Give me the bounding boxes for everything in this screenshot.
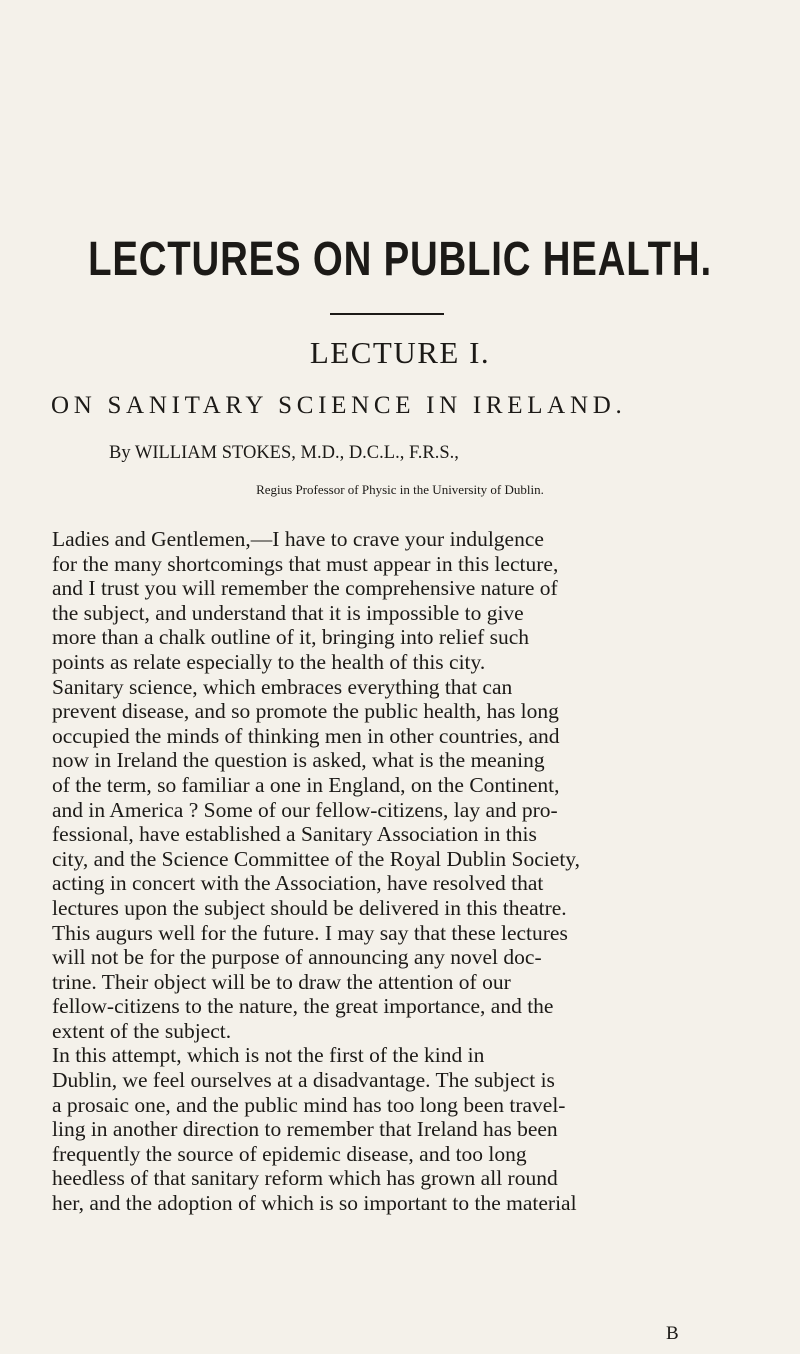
- body-line: her, and the adoption of which is so important to the material: [52, 1191, 577, 1216]
- body-line: for the many shortcomings that must appear in this lecture,: [52, 551, 559, 576]
- body-line: will not be for the purpose of announcing any novel doc-: [52, 945, 542, 970]
- body-line: more than a chalk outline of it, bringing into relief such: [52, 625, 530, 650]
- body-line: ling in another direction to remember that Ireland has been: [52, 1117, 558, 1142]
- body-line: frequently the source of epidemic disease, and too long: [52, 1141, 527, 1166]
- body-line: trine. Their object will be to draw the attention of our: [52, 969, 511, 994]
- body-line: heedless of that sanitary reform which has grown all round: [52, 1166, 558, 1191]
- body-line: This augurs well for the future. I may say that these lectures: [52, 920, 568, 945]
- author-affiliation: Regius Professor of Physic in the University of Dublin.: [256, 482, 544, 497]
- body-line: city, and the Science Committee of the Royal Dublin Society,: [52, 846, 581, 871]
- body-line: In this attempt, which is not the first of the kind in: [52, 1043, 485, 1068]
- body-line: fellow-citizens to the nature, the great importance, and the: [52, 994, 554, 1019]
- body-line: points as relate especially to the health of this city.: [52, 649, 486, 674]
- body-line: the subject, and understand that it is impossible to give: [52, 600, 524, 625]
- body-line: occupied the minds of thinking men in other countries, and: [52, 723, 560, 748]
- title-rule: [330, 313, 444, 315]
- lecture-heading: LECTURE I.: [309, 335, 491, 370]
- page-title: LECTURES ON PUBLIC HEALTH.: [88, 233, 712, 286]
- body-line: Dublin, we feel ourselves at a disadvantage. The subject is: [52, 1068, 555, 1093]
- body-line: prevent disease, and so promote the public health, has long: [52, 699, 559, 724]
- lecture-subtitle: ON SANITARY SCIENCE IN IRELAND.: [51, 392, 627, 419]
- body-line: lectures upon the subject should be delivered in this theatre.: [52, 895, 567, 920]
- body-line: Ladies and Gentlemen,—I have to crave your indulgence: [52, 527, 544, 551]
- body-line: now in Ireland the question is asked, what is the meaning: [52, 748, 545, 773]
- body-line: Sanitary science, which embraces everything that can: [52, 674, 513, 699]
- body-line: a prosaic one, and the public mind has too long been travel-: [52, 1092, 566, 1117]
- body-text: [52, 527, 772, 1216]
- body-line: of the term, so familiar a one in England, on the Continent,: [52, 772, 560, 797]
- body-line: acting in concert with the Association, have resolved that: [52, 871, 544, 896]
- author-byline: By WILLIAM STOKES, M.D., D.C.L., F.R.S.,: [109, 443, 459, 463]
- body-line: and I trust you will remember the comprehensive nature of: [52, 576, 558, 601]
- body-line: and in America ? Some of our fellow-citizens, lay and pro-: [52, 797, 558, 822]
- body-line: fessional, have established a Sanitary Association in this: [52, 822, 537, 847]
- signature-mark: B: [666, 1323, 679, 1344]
- body-line: extent of the subject.: [52, 1018, 232, 1043]
